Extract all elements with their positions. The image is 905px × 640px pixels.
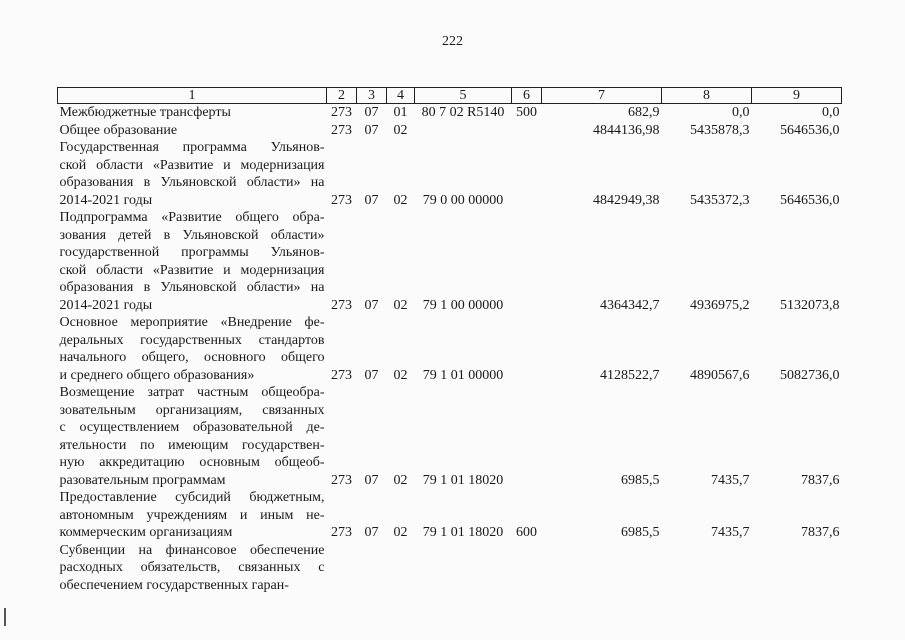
table-row bbox=[58, 122, 842, 140]
row-name-line: 2014-2021 годы bbox=[59, 297, 153, 313]
margin-mark bbox=[4, 608, 6, 626]
amount-col8: 5435372,3 bbox=[690, 192, 750, 208]
amount-col8: 4936975,2 bbox=[690, 297, 750, 313]
amount-col7: 6985,5 bbox=[621, 472, 660, 488]
table-row bbox=[58, 104, 842, 122]
expense-type bbox=[512, 139, 542, 209]
table-row bbox=[58, 384, 842, 489]
table-row bbox=[58, 489, 842, 542]
header-row bbox=[58, 88, 842, 104]
row-name bbox=[58, 104, 327, 122]
column-header-7: 7 bbox=[542, 88, 662, 104]
ministry-code: 273 bbox=[331, 297, 352, 313]
row-name bbox=[58, 314, 327, 384]
amount-col8: 5435878,3 bbox=[690, 122, 750, 138]
row-name-line: автономным учреждениям и иным не- bbox=[59, 507, 325, 523]
table-row bbox=[58, 314, 842, 384]
row-name-line: 2014-2021 годы bbox=[59, 192, 153, 208]
expense-type bbox=[512, 122, 542, 140]
column-header-8: 8 bbox=[662, 88, 752, 104]
ministry-code: 273 bbox=[331, 122, 352, 138]
target-article: 79 0 00 00000 bbox=[422, 192, 504, 208]
target-article bbox=[415, 122, 512, 140]
amount-col7: 4128522,7 bbox=[600, 367, 660, 383]
row-name-line: ской области «Развитие и модернизация bbox=[59, 157, 325, 173]
row-name-line: Государственная программа Ульянов- bbox=[59, 140, 325, 155]
amount-col8: 7435,7 bbox=[711, 525, 750, 540]
subsection-code bbox=[387, 542, 415, 595]
target-article: 79 1 01 18020 bbox=[422, 472, 504, 488]
row-name-line: и среднего общего образования» bbox=[59, 367, 255, 383]
table-row bbox=[58, 209, 842, 314]
row-name bbox=[58, 122, 327, 140]
expense-type: 600 bbox=[516, 525, 537, 540]
amount-col8: 7435,7 bbox=[711, 472, 750, 488]
target-article: 79 1 01 00000 bbox=[422, 367, 504, 383]
row-name-line: обеспечением государственных гаран- bbox=[59, 577, 289, 593]
row-name-line: образования в Ульяновской области» на bbox=[59, 280, 325, 295]
row-name-line: Субвенции на финансовое обеспечение bbox=[59, 542, 325, 558]
section-code: 07 bbox=[364, 472, 379, 488]
row-name-line: зовательным организациям, связанных bbox=[59, 402, 325, 418]
column-header-6: 6 bbox=[512, 88, 542, 104]
amount-col9: 5082736,0 bbox=[780, 367, 840, 383]
expense-type bbox=[512, 384, 542, 489]
expense-type bbox=[512, 314, 542, 384]
row-name-line: Подпрограмма «Развитие общего обра- bbox=[59, 210, 325, 225]
subsection-code: 02 bbox=[393, 192, 408, 208]
amount-col7: 4842949,38 bbox=[593, 192, 660, 208]
row-name-line: Основное мероприятие «Внедрение фе- bbox=[59, 315, 325, 330]
ministry-code: 273 bbox=[331, 367, 352, 383]
amount-col8 bbox=[662, 542, 752, 595]
column-header-9: 9 bbox=[752, 88, 842, 104]
row-name-line: государственной программы Ульянов- bbox=[59, 245, 325, 260]
ministry-code: 273 bbox=[331, 192, 352, 208]
expense-type bbox=[512, 209, 542, 314]
ministry-code: 273 bbox=[331, 472, 352, 488]
row-name-line: с осуществлением образовательной де- bbox=[59, 420, 325, 435]
ministry-code: 273 bbox=[331, 525, 352, 540]
row-name bbox=[58, 209, 327, 314]
subsection-code: 02 bbox=[393, 472, 408, 488]
target-article: 79 1 00 00000 bbox=[422, 297, 504, 313]
column-header-5: 5 bbox=[415, 88, 512, 104]
row-name bbox=[58, 139, 327, 209]
table-body bbox=[58, 104, 842, 595]
target-article bbox=[415, 542, 512, 595]
subsection-code: 02 bbox=[393, 122, 408, 138]
table-row bbox=[58, 139, 842, 209]
row-name-line: Межбюджетные трансферты bbox=[59, 105, 231, 120]
section-code: 07 bbox=[364, 297, 379, 313]
amount-col9: 0,0 bbox=[822, 105, 840, 120]
page-number: 222 bbox=[442, 34, 463, 49]
subsection-code: 02 bbox=[393, 367, 408, 383]
row-name-line: ской области «Развитие и модернизация bbox=[59, 262, 325, 278]
row-name-line: разовательным программам bbox=[59, 472, 226, 488]
row-name-line: ную аккредитацию основным общеоб- bbox=[59, 455, 325, 470]
section-code: 07 bbox=[364, 367, 379, 383]
amount-col9: 7837,6 bbox=[801, 525, 840, 540]
row-name-line: ятельности по имеющим государствен- bbox=[59, 437, 325, 453]
amount-col7: 682,9 bbox=[628, 105, 660, 120]
column-header-1: 1 bbox=[58, 88, 327, 104]
expense-type bbox=[512, 542, 542, 595]
row-name bbox=[58, 489, 327, 542]
target-article: 80 7 02 R5140 bbox=[421, 105, 505, 120]
row-name-line: Предоставление субсидий бюджетным, bbox=[59, 490, 325, 505]
row-name-line: коммерческим организациям bbox=[59, 525, 233, 540]
amount-col9: 5132073,8 bbox=[780, 297, 840, 313]
amount-col9: 5646536,0 bbox=[780, 122, 840, 138]
row-name-line: начального общего, основного общего bbox=[59, 350, 325, 365]
expense-type: 500 bbox=[516, 105, 537, 120]
section-code: 07 bbox=[364, 192, 379, 208]
row-name-line: Общее образование bbox=[59, 122, 178, 138]
amount-col8: 4890567,6 bbox=[690, 367, 750, 383]
amount-col8: 0,0 bbox=[732, 105, 750, 120]
column-header-4: 4 bbox=[387, 88, 415, 104]
section-code: 07 bbox=[364, 122, 379, 138]
subsection-code: 02 bbox=[393, 525, 408, 540]
row-name-line: образования в Ульяновской области» на bbox=[59, 175, 325, 190]
amount-col7: 4844136,98 bbox=[593, 122, 660, 138]
column-header-2: 2 bbox=[327, 88, 357, 104]
row-name-line: расходных обязательств, связанных с bbox=[59, 560, 325, 575]
section-code: 07 bbox=[364, 525, 379, 540]
target-article: 79 1 01 18020 bbox=[422, 525, 504, 540]
table-row bbox=[58, 542, 842, 595]
subsection-code: 01 bbox=[393, 105, 408, 120]
amount-col7: 4364342,7 bbox=[600, 297, 660, 313]
row-name bbox=[58, 384, 327, 489]
amount-col9 bbox=[752, 542, 842, 595]
amount-col7: 6985,5 bbox=[621, 525, 660, 540]
subsection-code: 02 bbox=[393, 297, 408, 313]
amount-col9: 5646536,0 bbox=[780, 192, 840, 208]
row-name bbox=[58, 542, 327, 595]
row-name-line: зования детей в Ульяновской области» bbox=[59, 227, 325, 243]
budget-table bbox=[57, 87, 842, 594]
column-header-3: 3 bbox=[357, 88, 387, 104]
amount-col7 bbox=[542, 542, 662, 595]
row-name-line: Возмещение затрат частным общеобра- bbox=[59, 385, 325, 400]
ministry-code bbox=[327, 542, 357, 595]
ministry-code: 273 bbox=[331, 105, 352, 120]
row-name-line: деральных государственных стандартов bbox=[59, 332, 325, 348]
amount-col9: 7837,6 bbox=[801, 472, 840, 488]
section-code bbox=[357, 542, 387, 595]
section-code: 07 bbox=[364, 105, 379, 120]
